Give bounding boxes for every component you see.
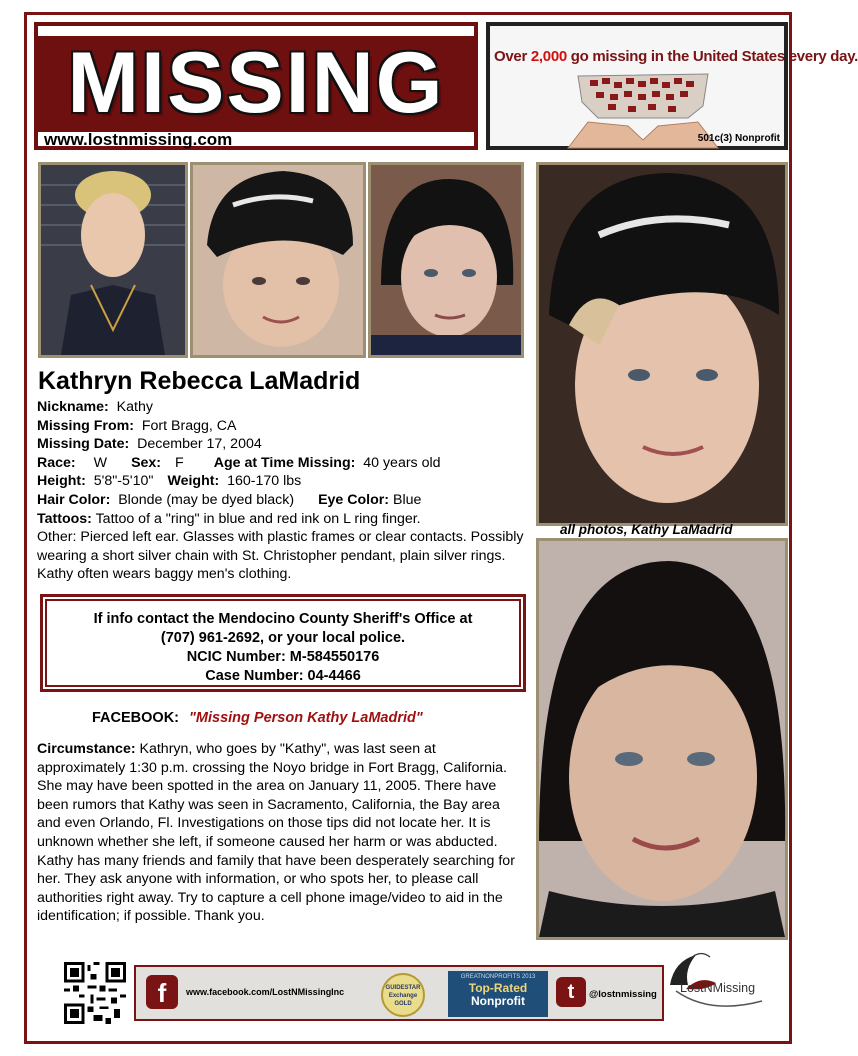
tagline-number: 2,000 (530, 48, 567, 65)
tattoos-value: Tattoo of a "ring" in blue and red ink on L ring finger. (95, 510, 421, 527)
tattoos-row (37, 510, 532, 529)
weight-label: Weight: (167, 473, 220, 490)
eye-label: Eye Color: (318, 491, 390, 508)
race-label: Race: (37, 454, 76, 471)
circumstance-text: Kathryn, who goes by "Kathy", was last seen at approximately 1:30 p.m. crossing the Noyo bridge in Fort Bragg, California. She may have been spotted in the area on January 11, 2005. There have been rumors that Kathy was seen in Sacramento, California, the Bay area and even Orlando, Fl. Investigations on those tips did not locate her. It is unknown whether she left, if someone caused her harm or was abducted. Kathy has many friends and family that have been desperately searching for her. They ask anyone with information, or who spots her, to please call authorities right away. Try to capture a cell phone image/video to aid in the identification; if possible. Thank you. (37, 741, 515, 925)
guidestar-line-3: GOLD (394, 1001, 412, 1007)
top-rated-label: Top-Rated (468, 981, 528, 995)
missing-from-label: Missing From: (37, 417, 134, 434)
person-details (37, 398, 532, 584)
tagline-suffix: go missing in the United States every day. (570, 48, 858, 65)
missing-from-row (37, 417, 532, 436)
missing-date-value: December 17, 2004 (137, 436, 262, 453)
hair-label: Hair Color: (37, 491, 111, 508)
contact-inner (45, 599, 521, 687)
missing-from-value: Fort Bragg, CA (141, 417, 237, 434)
age-label: Age at Time Missing: (213, 454, 356, 471)
person-name: Kathryn Rebecca LaMadrid (38, 367, 361, 395)
circumstance-label: Circumstance: (37, 741, 136, 757)
qr-code-icon[interactable] (64, 962, 126, 1024)
guidestar-badge[interactable] (381, 973, 425, 1017)
race-value: W (93, 454, 108, 471)
top-rated-nonprofit-label: Nonprofit (471, 994, 525, 1008)
facebook-url[interactable]: www.facebook.com/LostNMissingInc (186, 987, 345, 997)
nickname-row (37, 398, 532, 417)
contact-box (40, 594, 526, 692)
tagline (494, 48, 858, 65)
ncic-number: NCIC Number: M-584550176 (186, 649, 380, 665)
sex-value: F (175, 454, 184, 471)
twitter-handle[interactable]: @lostnmissing (589, 989, 657, 1000)
photo-4-image (539, 165, 785, 523)
case-number: Case Number: 04-4466 (205, 668, 361, 684)
race-sex-age-row (37, 454, 532, 473)
facebook-label: FACEBOOK: (92, 710, 179, 726)
missing-title: MISSING (67, 35, 445, 131)
eye-value: Blue (392, 491, 422, 508)
photo-1-image (41, 165, 185, 355)
age-value: 40 years old (363, 454, 441, 471)
footer-bar (134, 965, 664, 1021)
photo-3 (368, 162, 524, 358)
website-link[interactable]: www.lostnmissing.com (44, 130, 233, 149)
nickname-value: Kathy (116, 399, 153, 415)
hair-value: Blonde (may be dyed black) (118, 491, 295, 508)
header-stat-panel (486, 22, 858, 150)
missing-date-label: Missing Date: (37, 436, 130, 453)
header-banner (34, 22, 478, 150)
nonprofit-label: 501c(3) Nonprofit (697, 133, 780, 144)
guidestar-line-2: Exchange (388, 993, 418, 999)
guidestar-line-1: GUIDESTAR (385, 985, 421, 991)
height-weight-row (37, 472, 532, 491)
contact-line-2: (707) 961-2692, or your local police. (160, 630, 406, 646)
height-value: 5'8"-5'10" (93, 473, 154, 490)
top-rated-badge[interactable] (448, 971, 548, 1017)
twitter-icon[interactable]: t (556, 977, 586, 1007)
facebook-line (92, 710, 423, 726)
hair-eye-row (37, 491, 532, 510)
other-details: Other: Pierced left ear. Glasses with plastic frames or clear contacts. Possibly wearing a short silver chain with St. Christopher pendant, plain silver rings. Kathy often wears baggy men's clothing. (37, 529, 524, 583)
great-nonprofits-label: GREATNONPROFITS 2013 (460, 974, 536, 980)
circumstance-section (37, 740, 527, 926)
photo-credit: all photos, Kathy LaMadrid (560, 522, 733, 537)
photo-5-image (539, 541, 785, 937)
sex-label: Sex: (131, 454, 162, 471)
facebook-page-link[interactable]: "Missing Person Kathy LaMadrid" (189, 710, 423, 726)
tagline-prefix: Over (494, 48, 527, 65)
contact-line-1: If info contact the Mendocino County Sheriff's Office at (93, 611, 473, 627)
photo-2 (190, 162, 366, 358)
missing-date-row (37, 435, 532, 454)
facebook-icon[interactable]: f (146, 975, 178, 1009)
photo-1 (38, 162, 188, 358)
photo-3-image (371, 165, 521, 355)
weight-value: 160-170 lbs (227, 473, 302, 490)
hands-map-illustration (568, 66, 718, 148)
photo-2-image (193, 165, 363, 355)
tattoos-label: Tattoos: (37, 510, 92, 527)
photo-4 (536, 162, 788, 526)
lostnmissing-logo-text: LostNMissing (680, 981, 756, 995)
photo-5 (536, 538, 788, 940)
height-label: Height: (37, 473, 86, 490)
nickname-label: Nickname: (37, 399, 109, 415)
